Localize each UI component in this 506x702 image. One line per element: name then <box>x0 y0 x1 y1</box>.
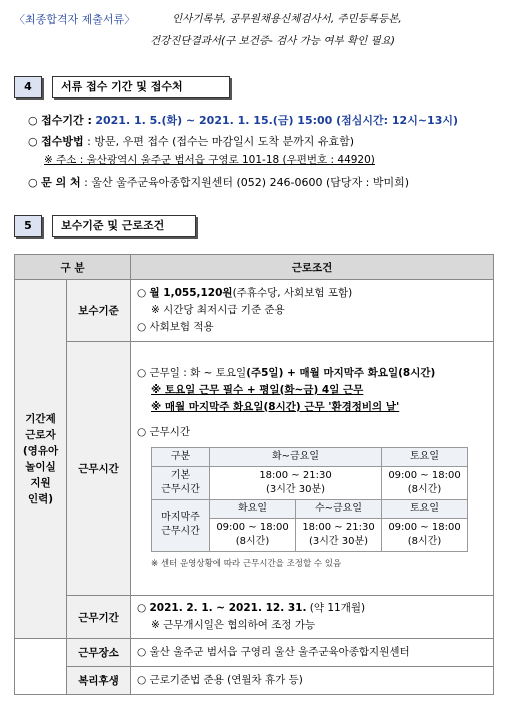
empty-group-cell <box>15 639 67 667</box>
grid-basic-weekday: 18:00 ~ 21:30 (3시간 30분) <box>210 466 382 499</box>
hours-line1: ○ 근무일 : 화 ~ 토요일(주5일) + 매월 마지막주 화요일(8시간) <box>137 366 436 379</box>
section4-number: 4 <box>14 76 42 98</box>
hours-subtitle: ○ 근무시간 <box>137 425 191 438</box>
grid-head-sat: 토요일 <box>382 447 468 466</box>
section4-title: 서류 접수 기간 및 접수처 <box>52 76 230 98</box>
pay-line3: ○ 사회보험 적용 <box>137 321 214 333</box>
work-period-cell <box>131 596 494 639</box>
welfare-value: 근로기준법 준용 (연월차 휴가 등) <box>149 674 303 686</box>
grid-basic-label: 기본 근무시간 <box>152 466 210 499</box>
period-label: 접수기간 : <box>41 114 92 127</box>
method-row <box>28 134 354 149</box>
welfare-cell: ○ 근로기준법 준용 (연월차 휴가 등) <box>131 667 494 695</box>
head-category: 구 분 <box>15 255 131 280</box>
contact-value: : 울산 울주군육아종합지원센터 (052) 246-0600 (담당자 : 박미희) <box>84 176 410 189</box>
group-label: 기간제 근로자 (영유아 놀이실 지원 인력) <box>15 280 67 639</box>
hours-cell <box>131 342 494 596</box>
work-period-line2: ※ 근무개시일은 협의하여 조정 가능 <box>151 619 316 631</box>
grid-last-head-sat: 토요일 <box>382 499 468 518</box>
grid-head-cat: 구분 <box>152 447 210 466</box>
hours-line2: ※ 토요일 근무 필수 + 평일(화~금) 4일 근무 <box>151 383 364 396</box>
place-value: 울산 울주군 범서읍 구영리 울산 울주군육아종합지원센터 <box>149 646 410 658</box>
bullet-icon: ○ <box>28 114 38 127</box>
grid-last-tue: 09:00 ~ 18:00 (8시간) <box>210 518 296 551</box>
hours-grid <box>151 447 468 552</box>
grid-last-sat: 09:00 ~ 18:00 (8시간) <box>382 518 468 551</box>
period-label-cell: 근무기간 <box>67 596 131 639</box>
hours-line3: ※ 매월 마지막주 화요일(8시간) 근무 '환경정비의 날' <box>151 400 400 413</box>
grid-last-head-wf: 수~금요일 <box>296 499 382 518</box>
address-note: ※ 주소 : 울산광역시 울주군 범서읍 구영로 101-18 (우편번호 : 44920) <box>44 154 375 166</box>
section5-number: 5 <box>14 215 42 237</box>
bullet-icon: ○ <box>28 135 38 148</box>
conditions-table <box>14 254 494 695</box>
pay-line2: ※ 시간당 최저시급 기준 준용 <box>151 304 285 316</box>
place-cell: ○ 울산 울주군 범서읍 구영리 울산 울주군육아종합지원센터 <box>131 639 494 667</box>
section5-title: 보수기준 및 근로조건 <box>52 215 196 237</box>
docs-label: 〈최종합격자 제출서류〉 <box>14 13 136 26</box>
method-label: 접수방법 <box>41 135 84 148</box>
hours-note: ※ 센터 운영상황에 따라 근무시간을 조정할 수 있음 <box>151 558 342 569</box>
pay-label: 보수기준 <box>67 280 131 342</box>
docs-line1: 인사기록부, 공무원채용신체검사서, 주민등록등본, <box>172 13 402 25</box>
head-condition: 근로조건 <box>131 255 494 280</box>
contact-label: 문 의 처 <box>41 176 81 189</box>
grid-last-head-tue: 화요일 <box>210 499 296 518</box>
bullet-icon: ○ <box>28 176 38 189</box>
work-period-line1: ○ 2021. 2. 1. ~ 2021. 12. 31. (약 11개월) <box>137 602 366 614</box>
grid-basic-sat: 09:00 ~ 18:00 (8시간) <box>382 466 468 499</box>
period-value: 2021. 1. 5.(화) ~ 2021. 1. 15.(금) 15:00 (점심시간: 12시~13시) <box>95 114 459 127</box>
welfare-label: 복리후생 <box>67 667 131 695</box>
hours-label: 근무시간 <box>67 342 131 596</box>
method-value: : 방문, 우편 접수 (접수는 마감일시 도착 분까지 유효함) <box>87 135 355 148</box>
place-label: 근무장소 <box>67 639 131 667</box>
grid-last-wf: 18:00 ~ 21:30 (3시간 30분) <box>296 518 382 551</box>
contact-row <box>28 175 409 190</box>
empty-group-cell <box>15 667 67 695</box>
grid-last-label: 마지막주 근무시간 <box>152 499 210 551</box>
grid-head-weekday: 화~금요일 <box>210 447 382 466</box>
period-row <box>28 113 458 128</box>
docs-line2: 건강진단결과서(구 보건증- 검사 가능 여부 확인 필요) <box>150 35 396 47</box>
pay-cell <box>131 280 494 342</box>
pay-line1: ○ 월 1,055,120원(주휴수당, 사회보험 포함) <box>137 287 353 299</box>
